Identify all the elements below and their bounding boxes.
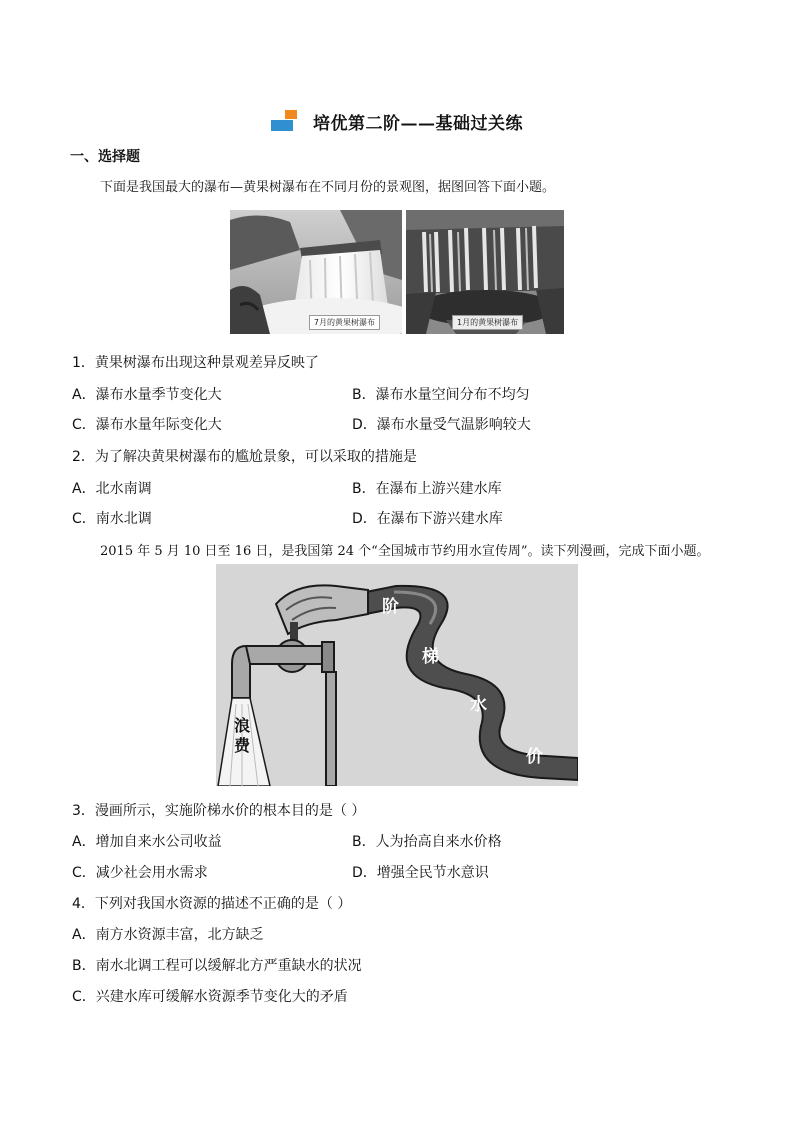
intro-text-1: 下面是我国最大的瀑布—黄果树瀑布在不同月份的景观图，据图回答下面小题。 — [100, 180, 556, 195]
photo-caption-july: 7月的黄果树瀑布 — [309, 315, 380, 330]
page-title: 培优第二阶——基础过关练 — [313, 113, 523, 134]
q2-option-a[interactable]: A．北水南调 — [72, 481, 152, 497]
pipe-char-1: 阶 — [382, 597, 399, 617]
logo-icon — [271, 108, 307, 134]
q3-option-a[interactable]: A．增加自来水公司收益 — [72, 834, 222, 850]
photo-caption-january: 1月的黄果树瀑布 — [452, 315, 523, 330]
question-2: 2．为了解决黄果树瀑布的尴尬景象，可以采取的措施是 — [72, 449, 417, 465]
q4-option-b[interactable]: B．南水北调工程可以缓解北方严重缺水的状况 — [72, 958, 362, 974]
q3-option-c[interactable]: C．减少社会用水需求 — [72, 865, 208, 881]
q2-option-c[interactable]: C．南水北调 — [72, 511, 152, 527]
q1-option-c[interactable]: C．瀑布水量年际变化大 — [72, 417, 222, 433]
waterfall-photo-january — [406, 210, 564, 334]
section-title: 一、选择题 — [70, 149, 140, 165]
question-3: 3．漫画所示，实施阶梯水价的根本目的是（ ） — [72, 803, 366, 819]
pipe-char-2: 梯 — [422, 647, 439, 667]
q4-option-c[interactable]: C．兴建水库可缓解水资源季节变化大的矛盾 — [72, 989, 348, 1005]
q4-option-a[interactable]: A．南方水资源丰富，北方缺乏 — [72, 927, 264, 943]
pipe-char-3: 水 — [470, 695, 487, 715]
q1-option-a[interactable]: A．瀑布水量季节变化大 — [72, 387, 222, 403]
q2-option-d[interactable]: D．在瀑布下游兴建水库 — [352, 511, 503, 527]
q2-option-b[interactable]: B．在瀑布上游兴建水库 — [352, 481, 502, 497]
intro-text-2: 2015 年 5 月 10 日至 16 日，是我国第 24 个“全国城市节约用水宣传周”。读下列漫画，完成下面小题。 — [100, 544, 710, 559]
waste-label: 浪费 — [234, 716, 251, 755]
waterfall-photo-july — [230, 210, 402, 334]
q1-option-b[interactable]: B．瀑布水量空间分布不均匀 — [352, 387, 530, 403]
tiered-water-price-cartoon — [216, 564, 578, 786]
q1-option-d[interactable]: D．瀑布水量受气温影响较大 — [352, 417, 531, 433]
title-row — [0, 104, 794, 138]
q3-option-b[interactable]: B．人为抬高自来水价格 — [352, 834, 502, 850]
q3-option-d[interactable]: D．增强全民节水意识 — [352, 865, 489, 881]
question-1: 1．黄果树瀑布出现这种景观差异反映了 — [72, 355, 319, 371]
question-4: 4．下列对我国水资源的描述不正确的是（ ） — [72, 896, 352, 912]
pipe-char-4: 价 — [526, 747, 543, 767]
